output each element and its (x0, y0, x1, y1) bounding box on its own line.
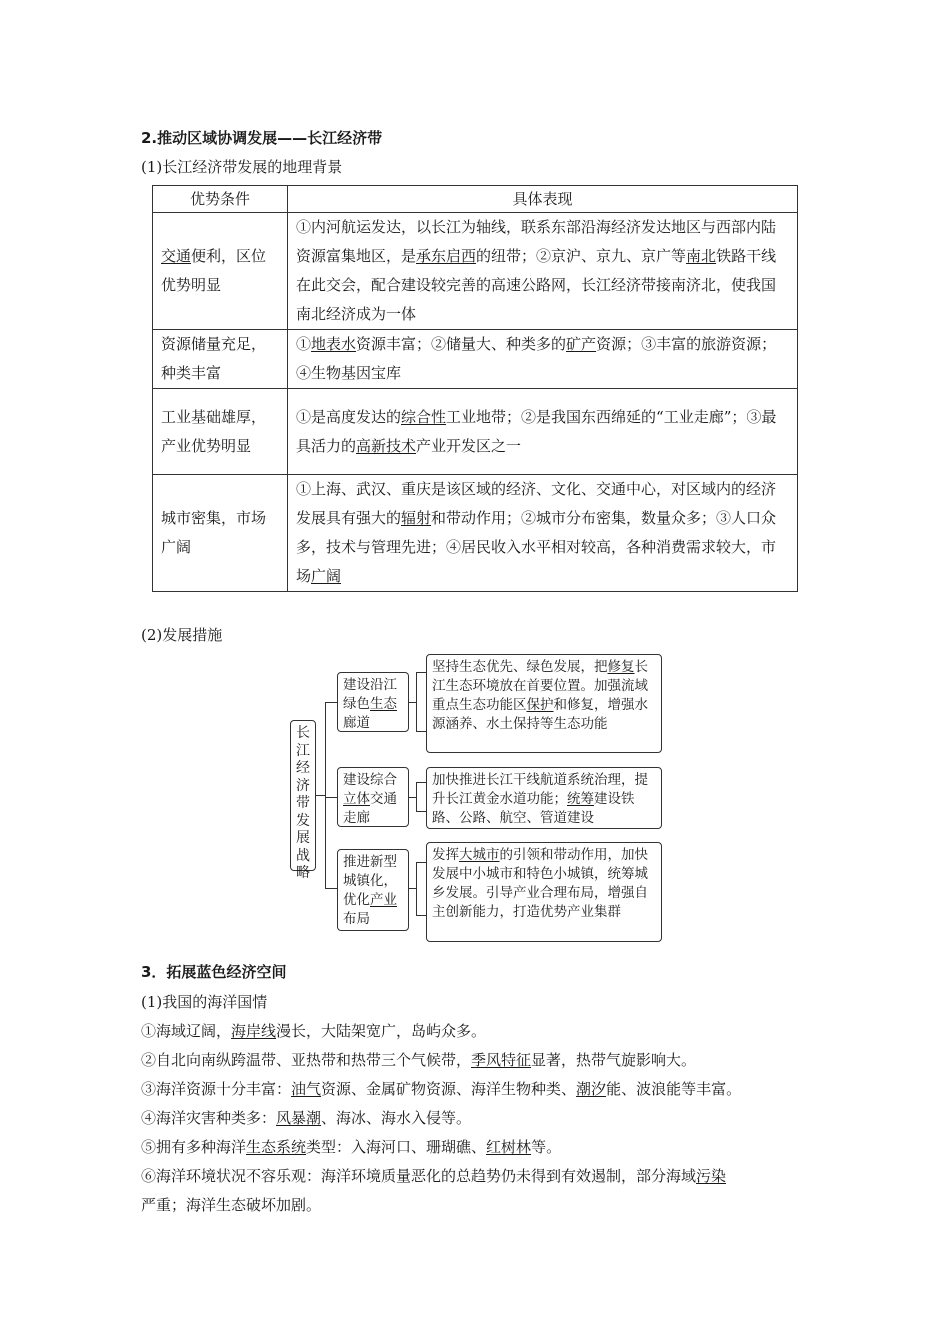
connector (325, 888, 337, 889)
table-cell-condition: 工业基础雄厚，产业优势明显 (153, 389, 288, 475)
diagram-leaf-3: 发挥大城市的引领和带动作用，加快发展中小城市和特色小城镇，统筹城乡发展。引导产业合理布局，增强自主创新能力，打造优势产业集群 (426, 842, 662, 942)
diagram-root: 长江经济带发展战略 (290, 720, 316, 871)
table-cell-condition: 资源储量充足，种类丰富 (153, 330, 288, 389)
diagram-branch-1: 建设沿江绿色生态廊道 (337, 672, 409, 732)
section-2-title: 2.推动区域协调发展——长江经济带 (141, 129, 383, 147)
connector (416, 672, 417, 732)
table-cell-detail: ①上海、武汉、重庆是该区域的经济、文化、交通中心，对区域内的经济发展具有强大的辐射和带动作用；②城市分布密集，数量众多；③人口众多，技术与管理先进；④居民收入水平相对较高，各种消费需求较大，市场广阔 (288, 475, 798, 592)
table-row (153, 330, 798, 389)
table-cell-detail: ①是高度发达的综合性工业地带；②是我国东西绵延的“工业走廊”；③最具活力的高新技术产业开发区之一 (288, 389, 798, 475)
section-3-sub1: (1)我国的海洋国情 (141, 993, 268, 1011)
advantages-table (152, 185, 798, 592)
diagram-branch-2: 建设综合立体交通走廊 (337, 767, 409, 827)
table-header-row (153, 186, 798, 213)
table-row (153, 213, 798, 330)
connector (416, 915, 426, 916)
list-item: ③海洋资源十分丰富：油气资源、金属矿物资源、海洋生物种类、潮汐能、波浪能等丰富。 (141, 1080, 742, 1098)
list-item: ⑤拥有多种海洋生态系统类型：入海河口、珊瑚礁、红树林等。 (141, 1138, 562, 1156)
connector (416, 862, 426, 863)
connector (416, 782, 426, 783)
connector (416, 672, 426, 673)
list-item: ①海域辽阔，海岸线漫长，大陆架宽广，岛屿众多。 (141, 1022, 487, 1040)
table-cell-detail: ①地表水资源丰富；②储量大、种类多的矿产资源；③丰富的旅游资源；④生物基因宝库 (288, 330, 798, 389)
table-header: 具体表现 (288, 186, 798, 213)
connector (416, 782, 417, 812)
diagram-leaf-2: 加快推进长江干线航道系统治理，提升长江黄金水道功能；统筹建设铁路、公路、航空、管道建设 (426, 767, 662, 829)
table-cell-condition: 城市密集，市场广阔 (153, 475, 288, 592)
diagram-branch-3: 推进新型城镇化，优化产业布局 (337, 849, 409, 931)
connector (416, 811, 426, 812)
section-3-title: 3．拓展蓝色经济空间 (141, 963, 287, 981)
connector (325, 702, 337, 703)
table-row (153, 475, 798, 592)
table-cell-detail: ①内河航运发达，以长江为轴线，联系东部沿海经济发达地区与西部内陆资源富集地区，是承东启西的纽带；②京沪、京九、京广等南北铁路干线在此交会，配合建设较完善的高速公路网，长江经济带接南济北，使我国南北经济成为一体 (288, 213, 798, 330)
diagram-leaf-1: 坚持生态优先、绿色发展，把修复长江生态环境放在首要位置。加强流域重点生态功能区保护和修复，增强水源涵养、水土保持等生态功能 (426, 654, 662, 753)
table-cell-condition: 交通便利，区位优势明显 (153, 213, 288, 330)
connector (416, 731, 426, 732)
table-row (153, 389, 798, 475)
connector (325, 797, 337, 798)
section-2-sub1: (1)长江经济带发展的地理背景 (141, 158, 343, 176)
table-header: 优势条件 (153, 186, 288, 213)
list-item: ⑥海洋环境状况不容乐观：海洋环境质量恶化的总趋势仍未得到有效遏制，部分海域污染 (141, 1167, 727, 1185)
connector (325, 702, 326, 888)
list-item-continuation: 严重；海洋生态破坏加剧。 (141, 1196, 322, 1214)
list-item: ④海洋灾害种类多：风暴潮、海冰、海水入侵等。 (141, 1109, 472, 1127)
section-2-sub2: (2)发展措施 (141, 626, 223, 644)
connector (416, 862, 417, 916)
list-item: ②自北向南纵跨温带、亚热带和热带三个气候带，季风特征显著，热带气旋影响大。 (141, 1051, 697, 1069)
